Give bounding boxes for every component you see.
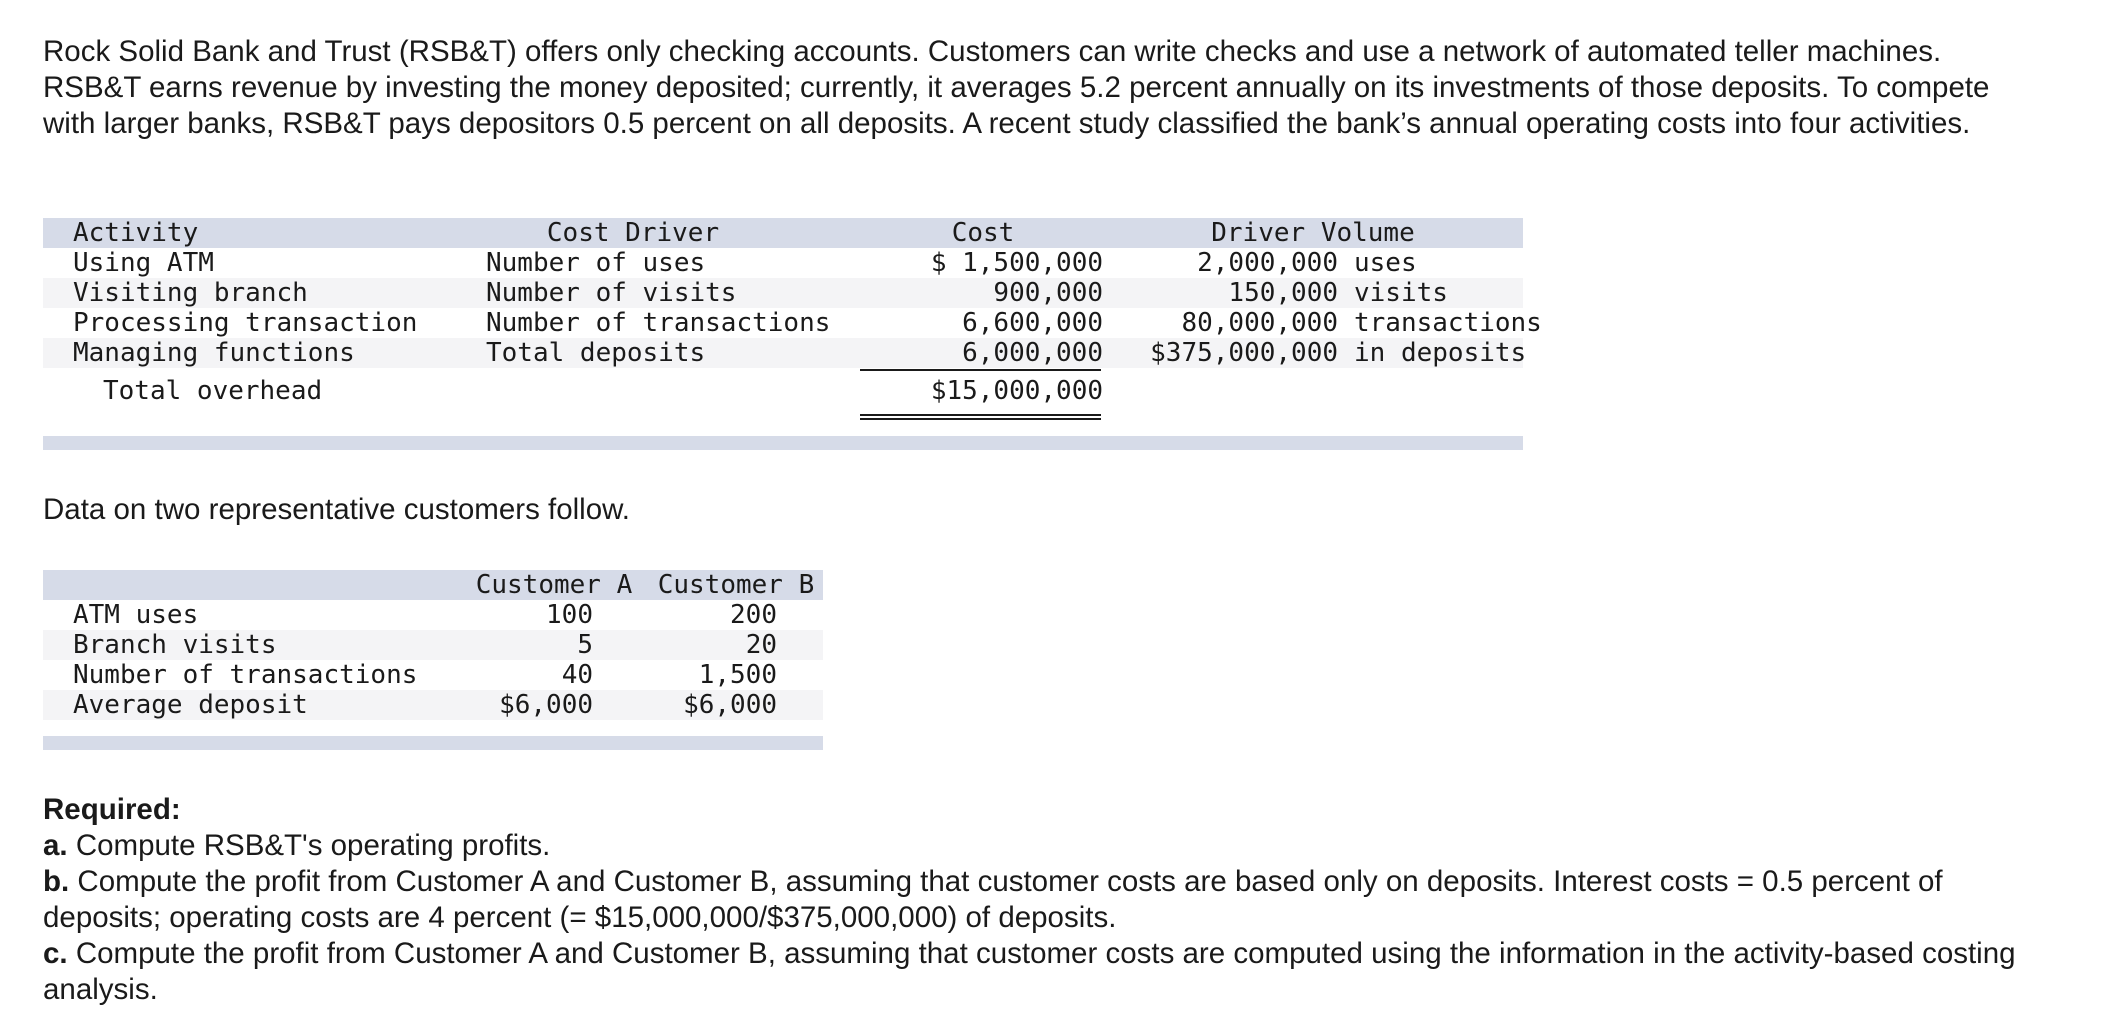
activity-cost-table [43, 218, 1542, 450]
customer-b-value: 20 [745, 630, 777, 660]
row-label: Average deposit [73, 690, 308, 720]
required-item-b [43, 864, 2043, 936]
table-header-row [43, 218, 1523, 248]
subtotal-rule [860, 369, 1101, 371]
header-customer-b: Customer B [657, 570, 815, 600]
table-footer-band [43, 736, 823, 750]
required-heading: Required: [43, 793, 181, 826]
row-label: Branch visits [73, 630, 277, 660]
customer-b-value: 1,500 [698, 660, 777, 690]
header-cost: Cost [951, 218, 1015, 248]
table-row [43, 308, 1542, 338]
customer-a-value: 5 [577, 630, 593, 660]
activity-cell: Visiting branch [73, 278, 308, 308]
customer-a-value: 40 [561, 660, 593, 690]
header-cost-driver: Cost Driver [546, 218, 720, 248]
customer-a-value: $6,000 [499, 690, 593, 720]
required-item-a [43, 828, 2043, 864]
activity-cell: Processing transaction [73, 308, 418, 338]
required-item-c [43, 936, 2043, 1008]
cost-cell: 6,600,000 [962, 308, 1103, 338]
table-row [43, 600, 823, 630]
total-label: Total overhead [103, 376, 323, 406]
header-driver-volume: Driver Volume [1211, 218, 1415, 248]
total-double-rule [860, 414, 1101, 420]
activity-cell: Using ATM [73, 248, 214, 278]
table-row [43, 690, 823, 720]
customer-a-value: 100 [546, 600, 593, 630]
driver-cell: Number of visits [486, 278, 737, 308]
required-section [43, 792, 2043, 1008]
unit-cell: in deposits [1354, 338, 1527, 368]
unit-cell: visits [1354, 278, 1448, 308]
volume-cell: 80,000,000 [1181, 308, 1338, 338]
customers-intro-paragraph: Data on two representative customers follow. [43, 493, 631, 526]
cost-cell: 6,000,000 [962, 338, 1103, 368]
customer-b-value: $6,000 [683, 690, 777, 720]
table-header-row [43, 570, 823, 600]
table-row [43, 338, 1527, 368]
driver-cell: Number of transactions [486, 308, 831, 338]
table-row [43, 278, 1523, 308]
activity-cell: Managing functions [73, 338, 355, 368]
table-footer-band [43, 436, 1523, 450]
row-label: ATM uses [73, 600, 199, 630]
driver-cell: Number of uses [486, 248, 706, 278]
item-text: Compute RSB&T's operating profits. [75, 829, 551, 862]
item-text: Compute the profit from Customer A and Customer B, assuming that customer costs are computed using the information in the activity-based costing analysis. [43, 937, 2016, 1006]
cost-cell: $ 1,500,000 [930, 248, 1103, 278]
unit-cell: uses [1354, 248, 1417, 278]
header-customer-a: Customer A [475, 570, 633, 600]
customer-data-table [43, 570, 823, 750]
cost-cell: 900,000 [993, 278, 1103, 308]
volume-cell: 2,000,000 [1197, 248, 1338, 278]
header-activity: Activity [73, 218, 199, 248]
item-letter: a. [43, 829, 68, 862]
table-row [43, 248, 1523, 278]
row-label: Number of transactions [73, 660, 418, 690]
table-row [43, 630, 823, 660]
unit-cell: transactions [1354, 308, 1542, 338]
volume-cell: $375,000,000 [1150, 338, 1338, 368]
volume-cell: 150,000 [1228, 278, 1338, 308]
intro-paragraph: Rock Solid Bank and Trust (RSB&T) offers only checking accounts. Customers can write checks and use a network of automated teller machines. RSB&T earns revenue by investing the money deposited; currently, it averages 5.2 percent annually on its investments of those deposits. To compete with larger banks, RSB&T pays depositors 0.5 percent on all deposits. A recent study classified the bank’s annual operating costs into four activities. [43, 35, 1990, 140]
table-row [43, 660, 823, 690]
item-letter: b. [43, 865, 70, 898]
total-row [43, 376, 1523, 406]
item-text: Compute the profit from Customer A and Customer B, assuming that customer costs are based only on deposits. Interest costs = 0.5 percent of deposits; operating costs are 4 percent (= $15,000,000/$375,000,000) of deposits. [43, 865, 1943, 934]
total-cost: $15,000,000 [930, 376, 1103, 406]
driver-cell: Total deposits [486, 338, 706, 368]
item-letter: c. [43, 937, 68, 970]
customer-b-value: 200 [730, 600, 777, 630]
